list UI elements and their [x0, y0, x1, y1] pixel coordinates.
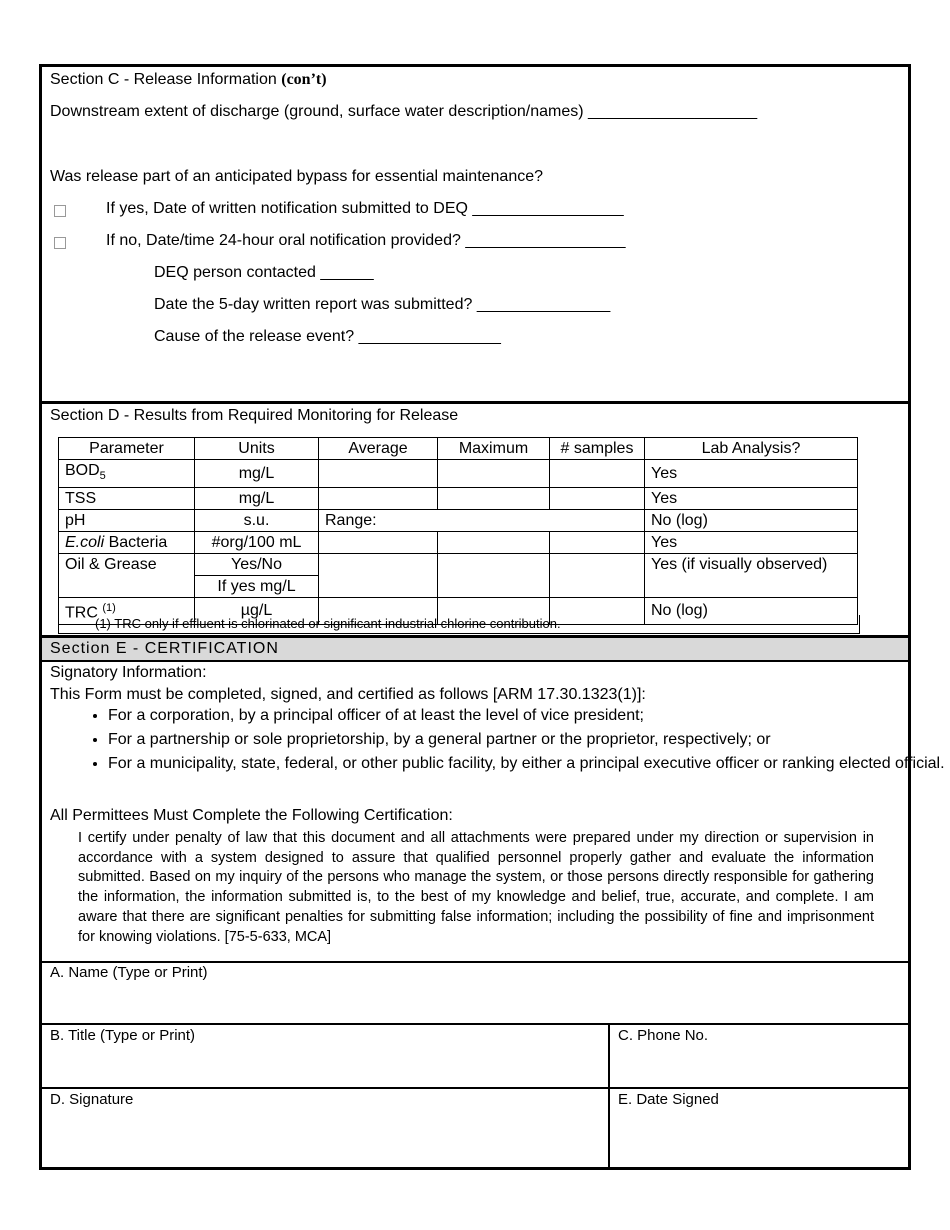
lab-cell: No (log) [645, 510, 858, 532]
if-no-notification-field[interactable]: If no, Date/time 24-hour oral notification provided? __________________ [106, 232, 626, 249]
table-footnote: (1) TRC only if effluent is chlorinated or significant industrial chlorine contribution. [58, 615, 860, 634]
date-signed-field[interactable] [612, 1109, 906, 1165]
field-column-divider [608, 1023, 610, 1167]
heading-suffix: (con’t) [281, 71, 327, 88]
col-maximum: Maximum [438, 438, 550, 460]
table-row-ph [59, 510, 858, 532]
section-d-heading: Section D - Results from Required Monitoring for Release [50, 407, 459, 424]
table-row-ecoli [59, 532, 858, 554]
param-cell: TRC $^{(1)}$ [59, 598, 195, 624]
range-cell[interactable]: Range: [319, 510, 645, 532]
table-row-oil-grease [59, 554, 858, 576]
name-field-label: A. Name (Type or Print) [50, 964, 208, 981]
lab-cell: Yes [645, 460, 858, 488]
signature-field-label: D. Signature [50, 1091, 134, 1108]
date-field-label: E. Date Signed [618, 1091, 719, 1108]
units-cell: mg/L [195, 488, 319, 510]
signature-field[interactable] [42, 1109, 606, 1165]
permittees-title: All Permittees Must Complete the Following Certification: [50, 807, 453, 824]
col-parameter: Parameter [59, 438, 195, 460]
col-units: Units [195, 438, 319, 460]
table-row-bod [59, 460, 858, 488]
units-cell: mg/L [195, 460, 319, 488]
samples-cell[interactable] [550, 488, 645, 510]
table-header-row [59, 438, 858, 460]
monitoring-table [58, 437, 858, 625]
section-e-heading: Section E - CERTIFICATION [42, 638, 908, 660]
name-field[interactable] [42, 979, 908, 1023]
average-cell[interactable] [319, 554, 438, 598]
col-lab-analysis: Lab Analysis? [645, 438, 858, 460]
lab-cell: No (log) [645, 598, 858, 624]
maximum-cell[interactable] [438, 532, 550, 554]
deq-person-field[interactable]: DEQ person contacted ______ [154, 264, 374, 281]
form-frame [39, 64, 945, 1170]
title-field[interactable] [42, 1045, 606, 1087]
average-cell[interactable] [319, 532, 438, 554]
units-cell: s.u. [195, 510, 319, 532]
if-no-checkbox[interactable] [54, 236, 66, 254]
cause-field[interactable]: Cause of the release event? ________________ [154, 328, 501, 345]
col-average: Average [319, 438, 438, 460]
units-cell: µg/L [195, 598, 319, 624]
certification-text: I certify under penalty of law that this document and all attachments were prepared under my direction or supervision in accordance with a system designed to assure that qualified personnel properly gather and evaluate the information submitted. Based on my inquiry of the persons who manage the system, or those persons directly responsible for gathering the information, the information submitted is, to the best of my knowledge and belief, true, accurate, and complete. I am aware that there are significant penalties for submitting false information; including the possibility of fine and imprisonment for knowing violations. [75-5-633, MCA] [78, 830, 874, 945]
lab-cell: Yes [645, 488, 858, 510]
downstream-extent-field[interactable]: Downstream extent of discharge (ground, surface water description/names) ___________________ [50, 103, 758, 120]
average-cell[interactable] [319, 488, 438, 510]
title-field-label: B. Title (Type or Print) [50, 1027, 196, 1044]
field-divider [42, 961, 908, 963]
samples-cell[interactable] [550, 460, 645, 488]
units-cell: If yes mg/L [195, 576, 319, 598]
param-cell: pH [59, 510, 195, 532]
list-item: • For a partnership or sole proprietorship, by a general partner or the proprietor, respectively; or [108, 729, 948, 751]
signatory-list [72, 705, 948, 777]
samples-cell[interactable] [550, 532, 645, 554]
maximum-cell[interactable] [438, 460, 550, 488]
lab-cell: Yes [645, 532, 858, 554]
signatory-title: Signatory Information: [50, 664, 207, 681]
section-c-heading: Section C - Release Information (con’t) [50, 71, 327, 88]
section-divider [42, 401, 908, 404]
phone-field-label: C. Phone No. [618, 1027, 709, 1044]
if-yes-checkbox[interactable] [54, 204, 66, 222]
phone-field[interactable] [612, 1045, 906, 1087]
field-divider [42, 1023, 908, 1025]
param-cell: E.coli Bacteria [59, 532, 195, 554]
param-cell: $BOD_5$ [59, 460, 195, 488]
signatory-intro: This Form must be completed, signed, and certified as follows [ARM 17.30.1323(1)]: [50, 686, 646, 703]
five-day-report-field[interactable]: Date the 5-day written report was submitted? _______________ [154, 296, 611, 313]
units-cell: #org/100 mL [195, 532, 319, 554]
list-item: • For a municipality, state, federal, or other public facility, by either a principal executive officer or ranking elected official. [108, 753, 948, 775]
col-samples: # samples [550, 438, 645, 460]
field-divider [42, 1087, 908, 1089]
lab-cell: Yes (if visually observed) [645, 554, 858, 598]
param-cell: Oil & Grease [59, 554, 195, 598]
maximum-cell[interactable] [438, 554, 550, 598]
bypass-question: Was release part of an anticipated bypass for essential maintenance? [50, 168, 544, 185]
heading-underline [42, 660, 908, 662]
param-cell: TSS [59, 488, 195, 510]
maximum-cell[interactable] [438, 488, 550, 510]
average-cell[interactable] [319, 460, 438, 488]
units-cell: Yes/No [195, 554, 319, 576]
samples-cell[interactable] [550, 554, 645, 598]
if-yes-notification-field[interactable]: If yes, Date of written notification submitted to DEQ _________________ [106, 200, 624, 217]
table-row-tss [59, 488, 858, 510]
list-item: • For a corporation, by a principal officer of at least the level of vice president; [108, 705, 948, 727]
